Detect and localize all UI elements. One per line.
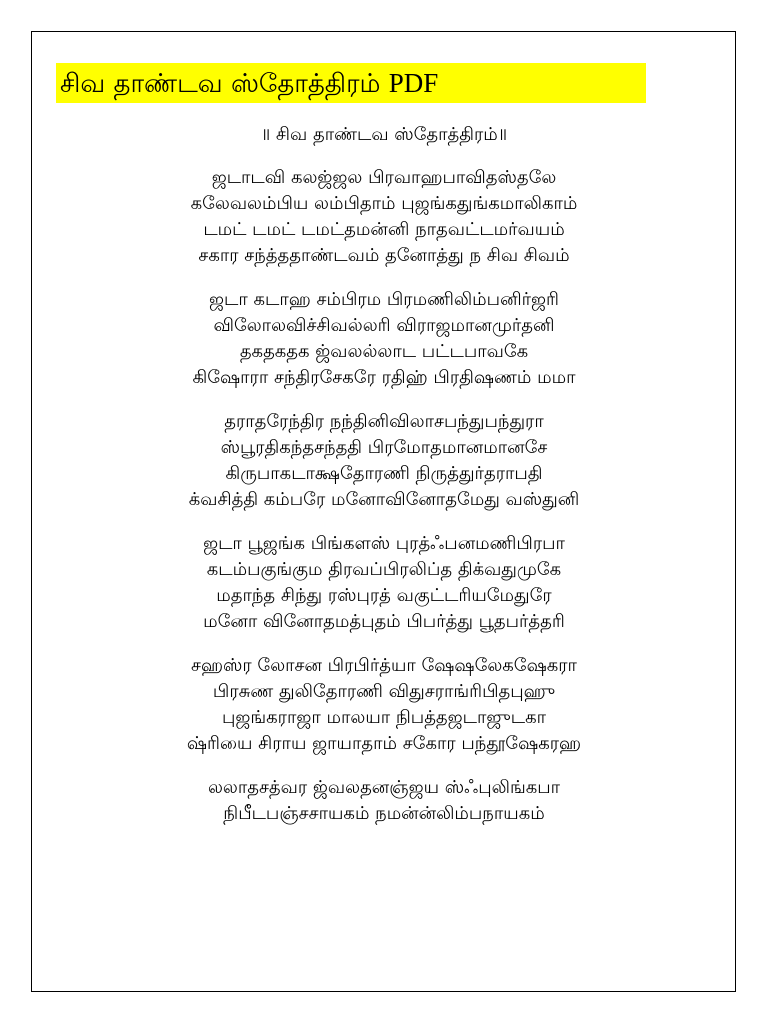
title-text: சிவ தாண்டவ ஸ்தோத்திரம் — [60, 69, 381, 99]
verse-line: லலாதசத்வர ஜ்வலதனஞ்ஜய ஸ்ஃபுலிங்கபா — [207, 777, 561, 798]
verse-line: கடம்பகுங்கும திரவப்பிரலிப்த திக்வதுமுகே — [206, 559, 562, 580]
verse-line: சகார சந்த்ததாண்டவம் தனோத்து ந சிவ சிவம் — [198, 245, 570, 266]
stotram-body — [0, 122, 768, 845]
verse-line: ஜடாடவி கலஜ்ஜல பிரவாஹபாவிதஸ்தலே — [211, 167, 557, 188]
verse-1 — [0, 165, 768, 269]
verse-line: மதாந்த சிந்து ரஸ்புரத் வகுட்டரியமேதுரே — [216, 585, 552, 606]
verse-6 — [0, 775, 768, 827]
verse-line: தகதகதக ஜ்வலல்லாட பட்டபாவகே — [239, 341, 529, 362]
verse-line: மனோ வினோதமத்புதம் பிபர்த்து பூதபர்த்தரி — [203, 611, 565, 632]
verse-line: கிருபாகடாக்ஷதோரணி நிருத்துர்தராபதி — [225, 463, 543, 484]
document-title — [56, 63, 646, 103]
verse-2 — [0, 287, 768, 391]
verse-line: க்வசித்தி கம்பரே மனோவினோதமேது வஸ்துனி — [188, 489, 580, 510]
verse-line: ஜடா பூஜங்க பிங்களஸ் புரத்ஃபனமணிபிரபா — [203, 533, 565, 554]
verse-line: தராதரேந்திர நந்தினிவிலாசபந்துபந்துரா — [224, 411, 544, 432]
verse-line: கலேவலம்பிய லம்பிதாம் புஜங்கதுங்கமாலிகாம் — [190, 193, 578, 214]
verse-3 — [0, 409, 768, 513]
verse-list — [0, 165, 768, 827]
verse-line: நிபீடபஞ்சசாயகம் நமன்ன்லிம்பநாயகம் — [223, 803, 545, 824]
stotram-heading: ॥ சிவ தாண்டவ ஸ்தோத்திரம்॥ — [260, 124, 508, 145]
verse-5 — [0, 653, 768, 757]
verse-line: ஜடா கடாஹ சம்பிரம பிரமணிலிம்பனிர்ஜரி — [209, 289, 559, 310]
verse-line: சஹஸ்ர லோசன பிரபிர்த்யா ஷேஷலேகஷேகரா — [191, 655, 577, 676]
verse-line: ஸ்பூரதிகந்தசந்ததி பிரமோதமானமானசே — [220, 437, 548, 458]
verse-4 — [0, 531, 768, 635]
title-pdf-label: PDF — [388, 68, 439, 98]
verse-line: பிரசுண துலிதோரணி விதுசராங்ரிபிதபுஹு — [212, 681, 556, 702]
verse-line: புஜங்கராஜா மாலயா நிபத்தஜடாஜுடகா — [221, 707, 547, 728]
verse-line: விலோலவிச்சிவல்லரி விராஜமானமுர்தனி — [213, 315, 555, 336]
verse-line: கிஷோரா சந்திரசேகரே ரதிஹ் பிரதிஷணம் மமா — [192, 367, 576, 388]
verse-line: டமட் டமட் டமட்தமன்னி நாதவட்டமர்வயம் — [203, 219, 565, 240]
verse-line: ஷ்ரியை சிராய ஜாயாதாம் சகோர பந்தூஷேகரஹ — [186, 733, 582, 754]
